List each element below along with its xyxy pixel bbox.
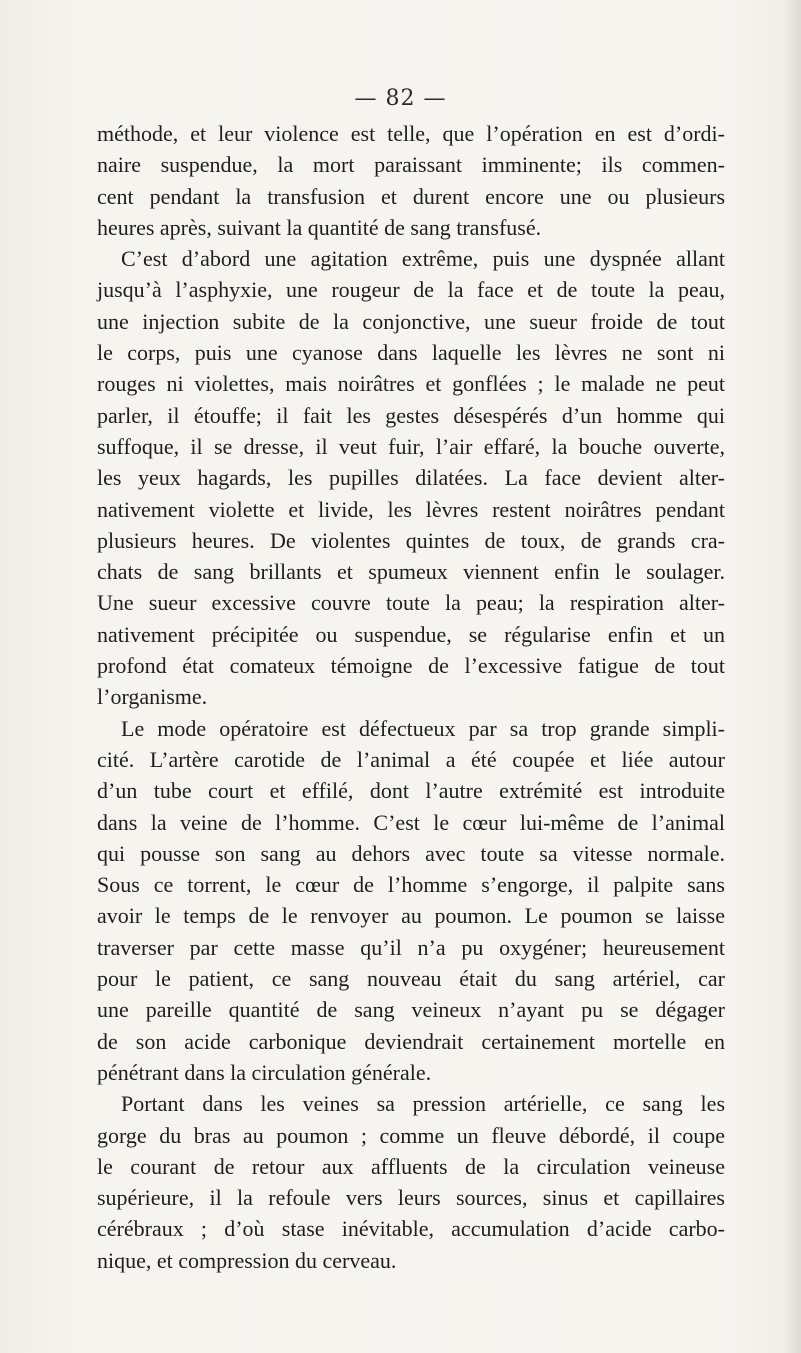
- body-text: [97, 118, 725, 1276]
- text-line: cité. L’artère carotide de l’animal a été coupée et liée autour: [97, 746, 725, 772]
- text-line: les yeux hagards, les pupilles dilatées. La face devient alter-: [97, 465, 725, 491]
- text-line: jusqu’à l’asphyxie, une rougeur de la face et de toute la peau,: [97, 277, 725, 303]
- page-edge-shadow: [783, 0, 801, 1353]
- text-line: nique, et compression du cerveau.: [97, 1247, 397, 1273]
- text-line: gorge du bras au poumon ; comme un fleuve débordé, il coupe: [97, 1122, 725, 1148]
- text-line: nativement violette et livide, les lèvres restent noirâtres pendant: [97, 496, 725, 522]
- text-line: C’est d’abord une agitation extrême, puis une dyspnée allant: [121, 246, 725, 272]
- text-line: heures après, suivant la quantité de sang transfusé.: [97, 214, 542, 240]
- text-line: suffoque, il se dresse, il veut fuir, l’air effaré, la bouche ouverte,: [97, 433, 725, 459]
- text-line: profond état comateux témoigne de l’excessive fatigue de tout: [97, 653, 725, 679]
- text-line: une injection subite de la conjonctive, une sueur froide de tout: [97, 308, 725, 334]
- text-line: le courant de retour aux affluents de la circulation veineuse: [97, 1153, 725, 1179]
- text-line: le corps, puis une cyanose dans laquelle les lèvres ne sont ni: [97, 340, 725, 366]
- text-line: cérébraux ; d’où stase inévitable, accumulation d’acide carbo-: [97, 1216, 725, 1242]
- text-line: pénétrant dans la circulation générale.: [97, 1059, 432, 1085]
- text-line: avoir le temps de le renvoyer au poumon. Le poumon se laisse: [97, 903, 725, 929]
- text-line: nativement précipitée ou suspendue, se régularise enfin et un: [97, 621, 725, 647]
- text-line: qui pousse son sang au dehors avec toute sa vitesse normale.: [97, 840, 725, 866]
- text-line: Le mode opératoire est défectueux par sa trop grande simpli-: [121, 715, 725, 741]
- text-line: l’organisme.: [97, 684, 208, 710]
- page-number: — 82 —: [354, 86, 447, 111]
- text-line: naire suspendue, la mort paraissant imminente; ils commen-: [97, 152, 725, 178]
- text-line: chats de sang brillants et spumeux viennent enfin le soulager.: [97, 559, 725, 585]
- text-line: traverser par cette masse qu’il n’a pu oxygéner; heureusement: [97, 934, 725, 960]
- text-line: Portant dans les veines sa pression artérielle, ce sang les: [121, 1091, 725, 1117]
- text-line: supérieure, il la refoule vers leurs sources, sinus et capillaires: [97, 1185, 725, 1211]
- text-line: cent pendant la transfusion et durent encore une ou plusieurs: [97, 183, 725, 209]
- text-line: Sous ce torrent, le cœur de l’homme s’engorge, il palpite sans: [97, 872, 725, 898]
- text-line: méthode, et leur violence est telle, que l’opération en est d’ordi-: [97, 121, 725, 146]
- text-line: rouges ni violettes, mais noirâtres et gonflées ; le malade ne peut: [97, 371, 725, 397]
- text-line: d’un tube court et effilé, dont l’autre extrémité est introduite: [97, 778, 725, 804]
- text-line: parler, il étouffe; il fait les gestes désespérés d’un homme qui: [97, 402, 725, 428]
- text-line: plusieurs heures. De violentes quintes de toux, de grands cra-: [97, 527, 725, 553]
- text-line: une pareille quantité de sang veineux n’ayant pu se dégager: [97, 997, 725, 1023]
- text-line: pour le patient, ce sang nouveau était du sang artériel, car: [97, 966, 725, 992]
- text-line: de son acide carbonique deviendrait certainement mortelle en: [97, 1028, 725, 1054]
- text-line: Une sueur excessive couvre toute la peau; la respiration alter-: [97, 590, 725, 616]
- text-line: dans la veine de l’homme. C’est le cœur lui-même de l’animal: [97, 809, 725, 835]
